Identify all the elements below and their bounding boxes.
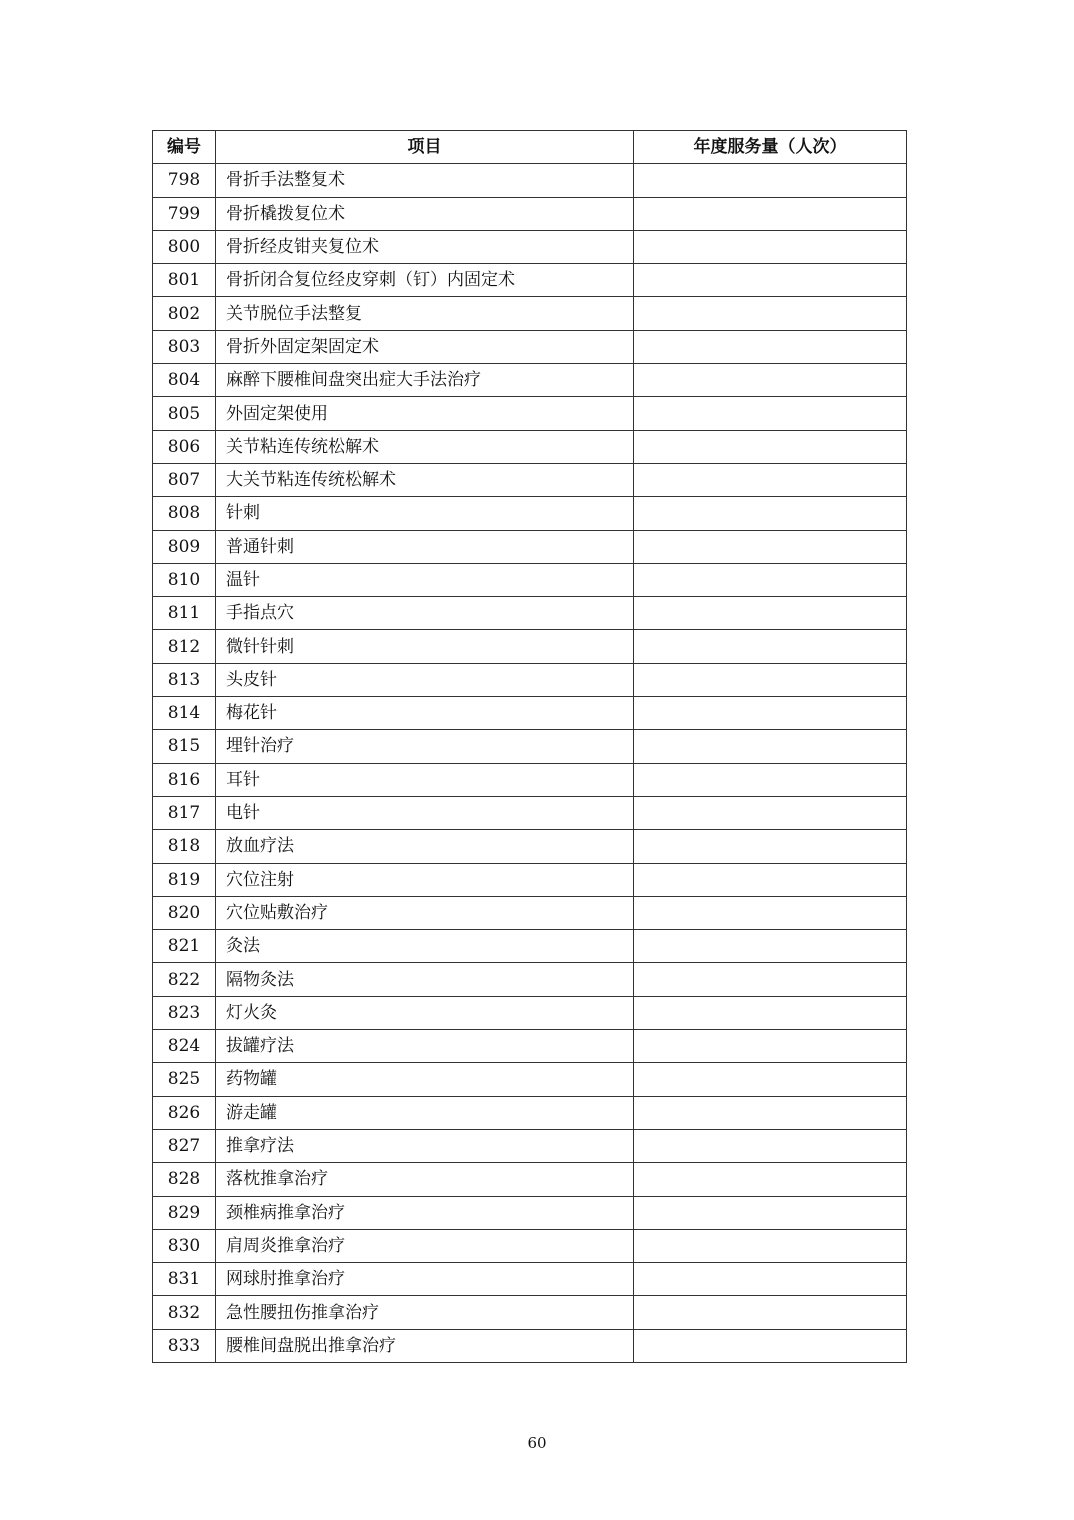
cell-volume [634,330,907,363]
cell-name: 穴位注射 [216,863,634,896]
cell-volume [634,463,907,496]
cell-id: 801 [153,264,216,297]
cell-name: 游走罐 [216,1096,634,1129]
cell-name: 灯火灸 [216,996,634,1029]
cell-volume [634,397,907,430]
cell-volume [634,264,907,297]
cell-name: 手指点穴 [216,597,634,630]
cell-name: 骨折经皮钳夹复位术 [216,230,634,263]
cell-id: 803 [153,330,216,363]
cell-volume [634,430,907,463]
cell-volume [634,963,907,996]
table-row [153,1129,907,1162]
cell-volume [634,830,907,863]
cell-volume [634,563,907,596]
cell-volume [634,497,907,530]
table-row [153,930,907,963]
cell-name: 梅花针 [216,697,634,730]
cell-name: 药物罐 [216,1063,634,1096]
cell-id: 832 [153,1296,216,1329]
cell-name: 头皮针 [216,663,634,696]
table-row [153,1263,907,1296]
cell-volume [634,1229,907,1262]
cell-id: 815 [153,730,216,763]
cell-volume [634,796,907,829]
cell-volume [634,230,907,263]
cell-volume [634,197,907,230]
cell-id: 827 [153,1129,216,1162]
cell-id: 809 [153,530,216,563]
header-name: 项目 [216,131,634,164]
cell-id: 800 [153,230,216,263]
cell-id: 822 [153,963,216,996]
cell-volume [634,730,907,763]
cell-volume [634,930,907,963]
cell-id: 818 [153,830,216,863]
cell-name: 推拿疗法 [216,1129,634,1162]
cell-volume [634,530,907,563]
cell-name: 急性腰扭伤推拿治疗 [216,1296,634,1329]
cell-name: 骨折闭合复位经皮穿刺（钉）内固定术 [216,264,634,297]
cell-name: 隔物灸法 [216,963,634,996]
cell-id: 813 [153,663,216,696]
cell-volume [634,863,907,896]
table-row [153,1296,907,1329]
table-row [153,963,907,996]
cell-volume [634,364,907,397]
table-row [153,430,907,463]
cell-volume [634,164,907,197]
cell-name: 网球肘推拿治疗 [216,1263,634,1296]
cell-id: 798 [153,164,216,197]
table-row [153,830,907,863]
cell-volume [634,763,907,796]
cell-id: 799 [153,197,216,230]
cell-id: 820 [153,896,216,929]
table-row [153,330,907,363]
cell-name: 电针 [216,796,634,829]
cell-id: 831 [153,1263,216,1296]
cell-name: 外固定架使用 [216,397,634,430]
cell-name: 温针 [216,563,634,596]
cell-id: 823 [153,996,216,1029]
cell-id: 816 [153,763,216,796]
cell-id: 826 [153,1096,216,1129]
cell-id: 802 [153,297,216,330]
table-row [153,697,907,730]
cell-name: 骨折外固定架固定术 [216,330,634,363]
cell-id: 833 [153,1329,216,1362]
header-volume: 年度服务量（人次） [634,131,907,164]
table-row [153,563,907,596]
cell-id: 825 [153,1063,216,1096]
cell-name: 骨折橇拨复位术 [216,197,634,230]
table-row [153,397,907,430]
table-row [153,463,907,496]
table-row [153,863,907,896]
table-row [153,297,907,330]
cell-volume [634,1063,907,1096]
cell-id: 819 [153,863,216,896]
table-row [153,197,907,230]
service-volume-table [152,130,907,1363]
table-row [153,1163,907,1196]
cell-volume [634,996,907,1029]
cell-name: 颈椎病推拿治疗 [216,1196,634,1229]
cell-volume [634,1296,907,1329]
cell-name: 放血疗法 [216,830,634,863]
table-row [153,1063,907,1096]
cell-name: 腰椎间盘脱出推拿治疗 [216,1329,634,1362]
cell-name: 灸法 [216,930,634,963]
table-row [153,1096,907,1129]
cell-name: 落枕推拿治疗 [216,1163,634,1196]
table-row [153,796,907,829]
cell-name: 微针针刺 [216,630,634,663]
cell-name: 针刺 [216,497,634,530]
table-row [153,763,907,796]
table-row [153,264,907,297]
cell-name: 麻醉下腰椎间盘突出症大手法治疗 [216,364,634,397]
header-id: 编号 [153,131,216,164]
cell-name: 穴位贴敷治疗 [216,896,634,929]
cell-id: 830 [153,1229,216,1262]
cell-name: 埋针治疗 [216,730,634,763]
table-row [153,364,907,397]
cell-volume [634,1329,907,1362]
table-row [153,164,907,197]
table-row [153,497,907,530]
cell-name: 普通针刺 [216,530,634,563]
table-row [153,1030,907,1063]
table-header-row [153,131,907,164]
cell-id: 812 [153,630,216,663]
cell-volume [634,297,907,330]
cell-volume [634,1196,907,1229]
cell-id: 804 [153,364,216,397]
cell-volume [634,1096,907,1129]
cell-volume [634,1163,907,1196]
cell-id: 811 [153,597,216,630]
table-body [153,164,907,1363]
table-row [153,630,907,663]
cell-id: 808 [153,497,216,530]
cell-name: 拔罐疗法 [216,1030,634,1063]
table-row [153,530,907,563]
page-number: 60 [527,1434,547,1452]
cell-id: 821 [153,930,216,963]
cell-id: 814 [153,697,216,730]
cell-volume [634,663,907,696]
table-row [153,730,907,763]
cell-volume [634,630,907,663]
table-row [153,597,907,630]
table-row [153,1229,907,1262]
cell-name: 耳针 [216,763,634,796]
table-row [153,996,907,1029]
cell-id: 810 [153,563,216,596]
cell-volume [634,1030,907,1063]
cell-name: 关节粘连传统松解术 [216,430,634,463]
cell-id: 806 [153,430,216,463]
table-row [153,896,907,929]
cell-id: 807 [153,463,216,496]
cell-volume [634,1263,907,1296]
cell-name: 骨折手法整复术 [216,164,634,197]
cell-id: 805 [153,397,216,430]
cell-volume [634,597,907,630]
cell-volume [634,896,907,929]
table-row [153,1329,907,1362]
cell-id: 829 [153,1196,216,1229]
cell-name: 肩周炎推拿治疗 [216,1229,634,1262]
cell-volume [634,697,907,730]
cell-id: 828 [153,1163,216,1196]
table-row [153,663,907,696]
cell-name: 关节脱位手法整复 [216,297,634,330]
cell-name: 大关节粘连传统松解术 [216,463,634,496]
table-row [153,230,907,263]
cell-volume [634,1129,907,1162]
table-row [153,1196,907,1229]
cell-id: 817 [153,796,216,829]
cell-id: 824 [153,1030,216,1063]
